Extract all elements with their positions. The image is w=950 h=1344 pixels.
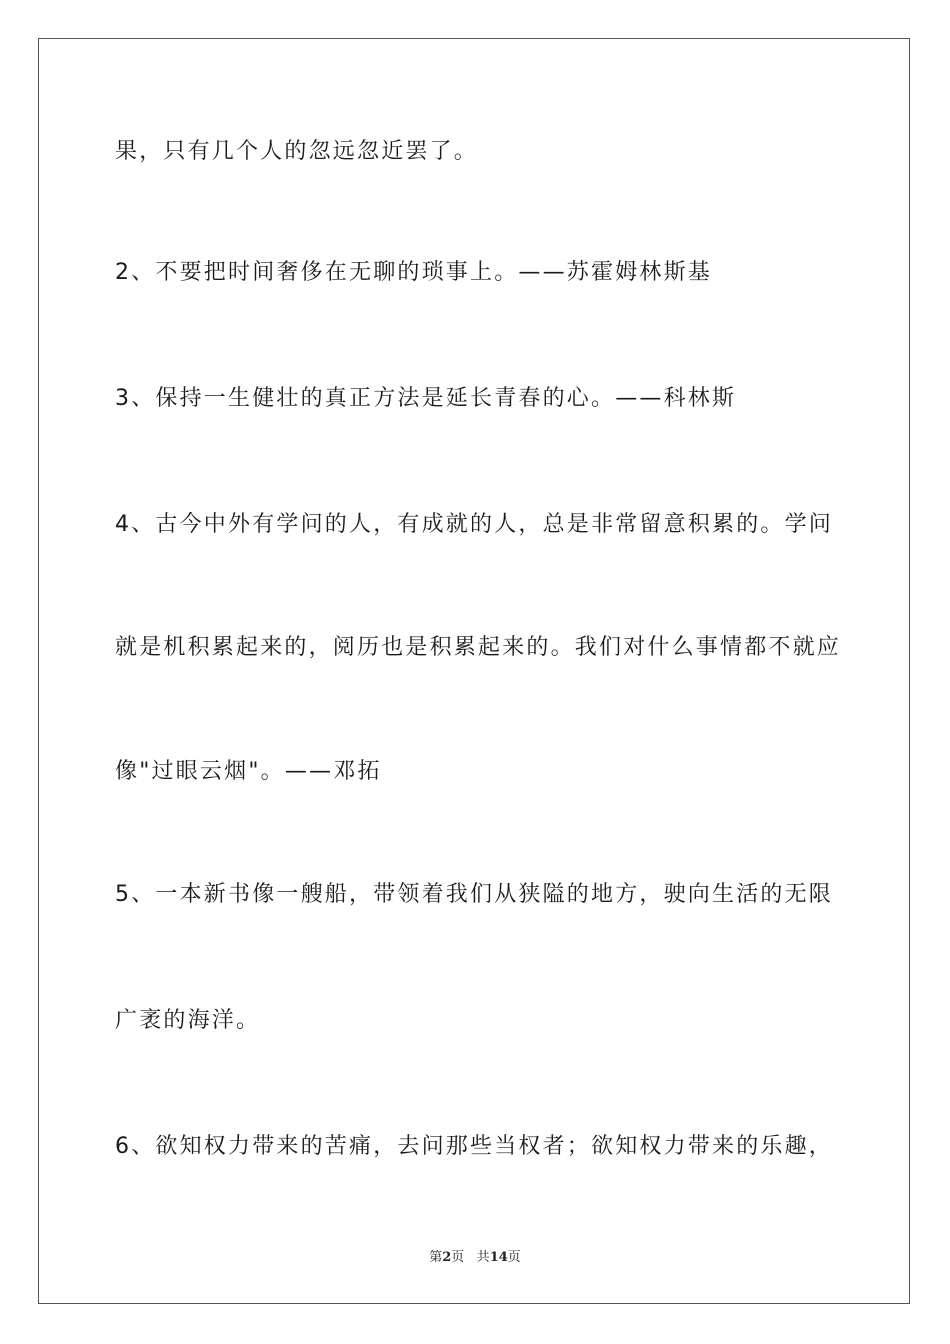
page-prefix: 第 xyxy=(429,1250,443,1265)
total-suffix: 页 xyxy=(507,1250,521,1265)
text-line: 3、保持一生健壮的真正方法是延长青春的心。——科林斯 xyxy=(115,386,737,411)
total-pages: 14 xyxy=(489,1250,508,1265)
page-suffix: 页 xyxy=(451,1250,465,1265)
page-number: 2 xyxy=(442,1250,452,1265)
text-line: 2、不要把时间奢侈在无聊的琐事上。——苏霍姆林斯基 xyxy=(115,260,712,285)
text-line: 4、古今中外有学问的人，有成就的人，总是非常留意积累的。学问 xyxy=(115,512,833,537)
page-footer xyxy=(0,1246,950,1265)
text-line: 5、一本新书像一艘船，带领着我们从狭隘的地方，驶向生活的无限 xyxy=(115,882,833,907)
text-line: 像"过眼云烟"。——邓拓 xyxy=(115,759,382,784)
text-line: 广袤的海洋。 xyxy=(115,1008,261,1033)
page-border xyxy=(38,38,910,1304)
total-prefix: 共 xyxy=(476,1250,490,1265)
text-line: 就是机积累起来的，阅历也是积累起来的。我们对什么事情都不就应 xyxy=(115,635,842,660)
text-line: 果，只有几个人的忽远忽近罢了。 xyxy=(115,139,479,164)
text-line: 6、欲知权力带来的苦痛，去问那些当权者；欲知权力带来的乐趣， xyxy=(115,1134,833,1159)
